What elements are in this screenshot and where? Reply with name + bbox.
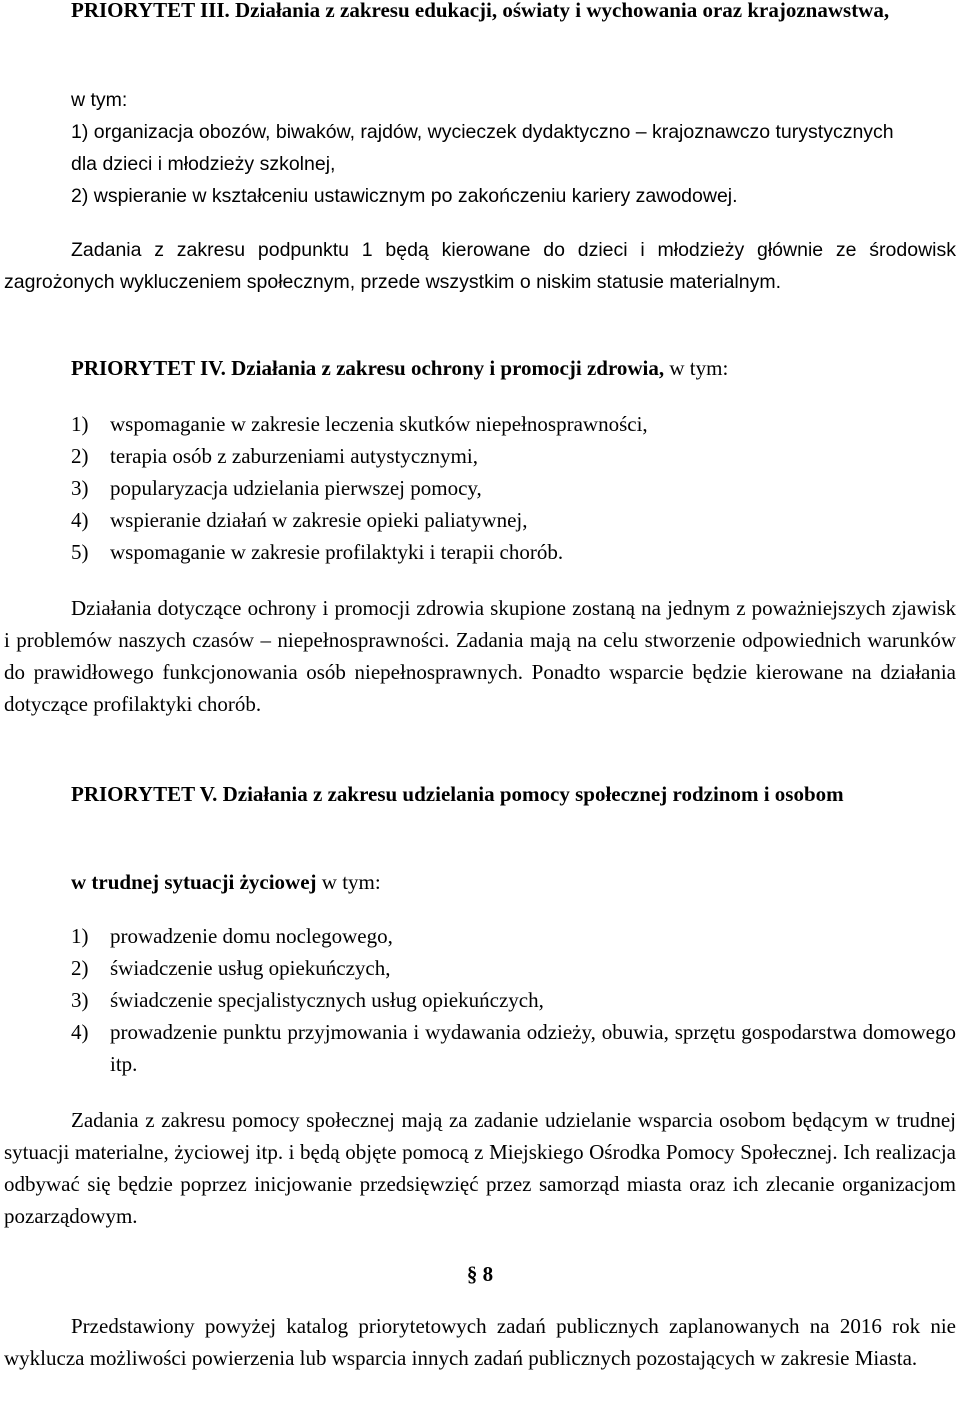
priority-5-subheading — [71, 866, 956, 898]
priority-4-note: Działania dotyczące ochrony i promocji zdrowia skupione zostaną na jednym z poważniejszych zjawisk i problemów naszych czasów – niepełnosprawności. Zadania mają na celu stworzenie odpowiednich warunków do prawidłowego funkcjonowania osób niepełnosprawnych. Ponadto wsparcie będzie kierowane na działania dotyczące profilaktyki chorób. — [4, 596, 956, 716]
priority-3-note: Zadania z zakresu podpunktu 1 będą kierowane do dzieci i młodzieży głównie ze środowisk zagrożonych wykluczeniem społecznym, przede wszystkim o niskim statusie materialnym. — [4, 239, 956, 293]
list-item — [71, 408, 956, 440]
list-item — [71, 536, 956, 568]
priority-5-list — [71, 920, 956, 1080]
list-item — [71, 440, 956, 472]
priority-3-heading — [4, 0, 956, 26]
priority-5-suffix: w tym: — [321, 870, 381, 894]
list-item — [71, 984, 956, 1016]
list-item — [71, 952, 956, 984]
list-item-number: 1) — [71, 412, 89, 436]
priority-4-title: Działania z zakresu ochrony i promocji zdrowia, — [231, 356, 665, 380]
priority-4-heading — [71, 352, 956, 384]
list-item-text: świadczenie usług opiekuńczych, — [110, 956, 391, 980]
priority-5-note: Zadania z zakresu pomocy społecznej mają za zadanie udzielanie wsparcia osobom będącym w trudnej sytuacji materialne, życiowej itp. i będą objęte pomocą z Miejskiego Ośrodka Pomocy Społecznej. Ich realizacja odbywać się będzie poprzez inicjowanie przedsięwzięć przez samorząd miasta oraz ich zlecanie organizacjom pozarządowym. — [4, 1108, 956, 1228]
list-item-number: 3) — [71, 988, 89, 1012]
priority-5-title: Działania z zakresu udzielania pomocy społecznej rodzinom i osobom — [222, 782, 844, 806]
priority-3-label: PRIORYTET III. — [71, 0, 230, 22]
list-item-number: 5) — [71, 540, 89, 564]
list-item — [71, 472, 956, 504]
priority-4-list — [71, 408, 956, 568]
list-item — [71, 1016, 956, 1080]
list-item-number: 3) — [71, 476, 89, 500]
list-item-number: 2) — [71, 956, 89, 980]
priority-5-subtitle: w trudnej sytuacji życiowej — [71, 870, 317, 894]
list-item-text: popularyzacja udzielania pierwszej pomocy, — [110, 476, 482, 500]
list-item-number: 1) — [71, 924, 89, 948]
priority-3-intro: w tym: — [71, 89, 128, 111]
priority-3-item-1: 1) organizacja obozów, biwaków, rajdów, wycieczek dydaktyczno – krajoznawczo turystycznych dla dzieci i młodzieży szkolnej, — [71, 121, 894, 175]
list-item-text: prowadzenie domu noclegowego, — [110, 924, 393, 948]
list-item-text: wspomaganie w zakresie leczenia skutków niepełnosprawności, — [110, 412, 648, 436]
list-item — [71, 504, 956, 536]
priority-5-label: PRIORYTET V. — [71, 782, 218, 806]
priority-3-title: Działania z zakresu edukacji, oświaty i wychowania oraz krajoznawstwa, — [235, 0, 890, 22]
section-8-heading: § 8 — [466, 1262, 494, 1286]
list-item-number: 4) — [71, 1020, 89, 1044]
priority-4-label: PRIORYTET IV. — [71, 356, 226, 380]
section-8-text: Przedstawiony powyżej katalog priorytetowych zadań publicznych zaplanowanych na 2016 rok nie wyklucza możliwości powierzenia lub wsparcia innych zadań publicznych pozostających w zakresie Miasta. — [4, 1314, 956, 1370]
list-item-text: terapia osób z zaburzeniami autystycznymi, — [110, 444, 478, 468]
list-item-number: 4) — [71, 508, 89, 532]
list-item-text: wspieranie działań w zakresie opieki paliatywnej, — [110, 508, 528, 532]
list-item-text: prowadzenie punktu przyjmowania i wydawania odzieży, obuwia, sprzętu gospodarstwa domowego itp. — [110, 1020, 956, 1076]
list-item-text: wspomaganie w zakresie profilaktyki i terapii chorób. — [110, 540, 564, 564]
priority-5-heading — [4, 778, 956, 810]
priority-3-item-2: 2) wspieranie w kształceniu ustawicznym po zakończeniu kariery zawodowej. — [71, 185, 738, 207]
priority-4-suffix: w tym: — [669, 356, 729, 380]
list-item-number: 2) — [71, 444, 89, 468]
list-item-text: świadczenie specjalistycznych usług opiekuńczych, — [110, 988, 544, 1012]
priority-3-body — [71, 84, 956, 212]
list-item — [71, 920, 956, 952]
